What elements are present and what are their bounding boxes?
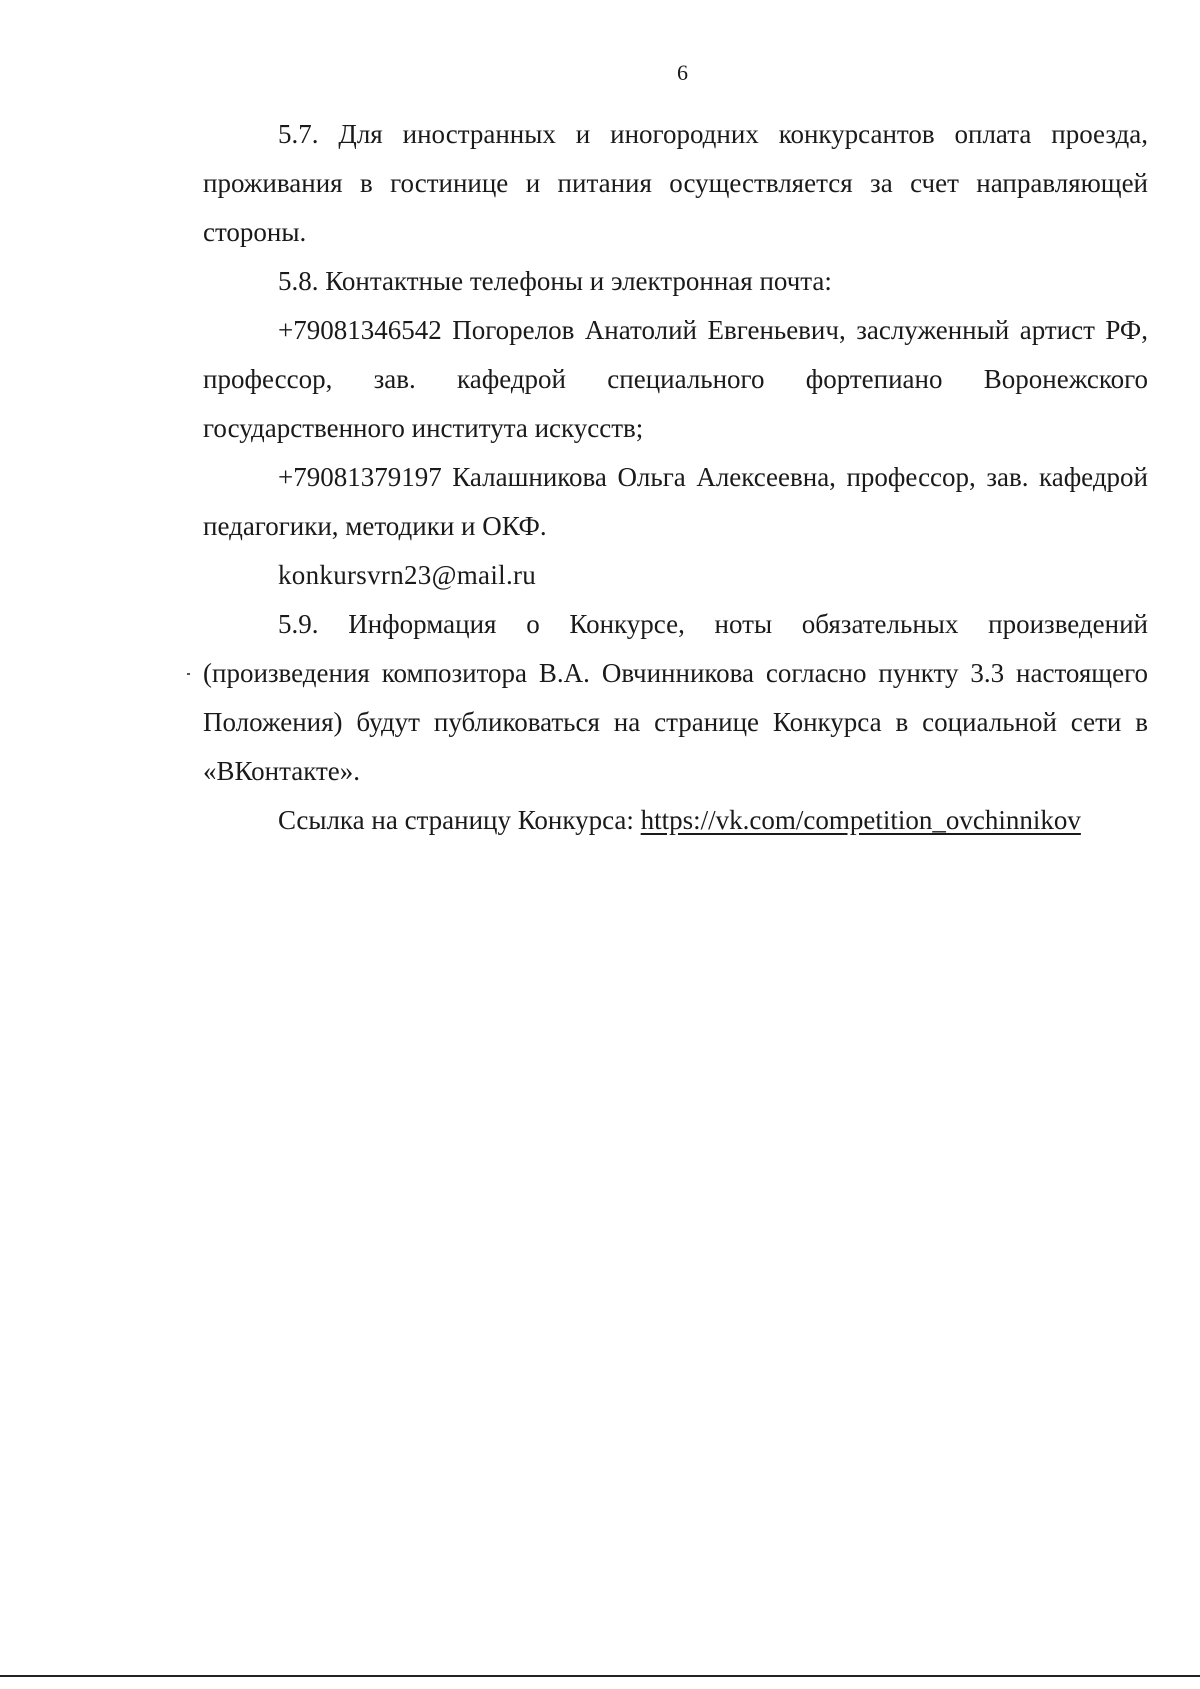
- competition-link-paragraph: [203, 796, 1148, 845]
- contact-kalashnikova: +79081379197 Калашникова Ольга Алексеевна, профессор, зав. кафедрой педагогики, методики и ОКФ.: [203, 462, 1148, 541]
- competition-link[interactable]: https://vk.com/competition_ovchinnikov: [640, 805, 1081, 835]
- page-bottom-edge: [0, 1675, 1200, 1677]
- contact-email: [203, 551, 1148, 600]
- paragraph-5-9: 5.9. Информация о Конкурсе, ноты обязательных произведений (произведения композитора В.А. Овчинникова согласно пункту 3.3 настоящего Положения) будут публиковаться на странице Конкурса в социальной сети в «ВКонтакте».: [203, 609, 1148, 786]
- competition-link-label: Ссылка на страницу Конкурса:: [278, 805, 634, 835]
- paragraph-5-8: 5.8. Контактные телефоны и электронная почта:: [278, 266, 832, 296]
- paragraph-5-7: 5.7. Для иностранных и иногородних конкурсантов оплата проезда, проживания в гостинице и питания осуществляется за счет направляющей стороны.: [203, 119, 1148, 247]
- page-number: 6: [677, 60, 688, 85]
- contact-pogorelov: +79081346542 Погорелов Анатолий Евгеньевич, заслуженный артист РФ, профессор, зав. кафедрой специального фортепиано Воронежского государственного института искусств;: [203, 315, 1148, 443]
- email-address[interactable]: konkursvrn23@mail.ru: [278, 560, 537, 590]
- document-body: [203, 110, 1148, 845]
- scan-artifact: [187, 673, 190, 675]
